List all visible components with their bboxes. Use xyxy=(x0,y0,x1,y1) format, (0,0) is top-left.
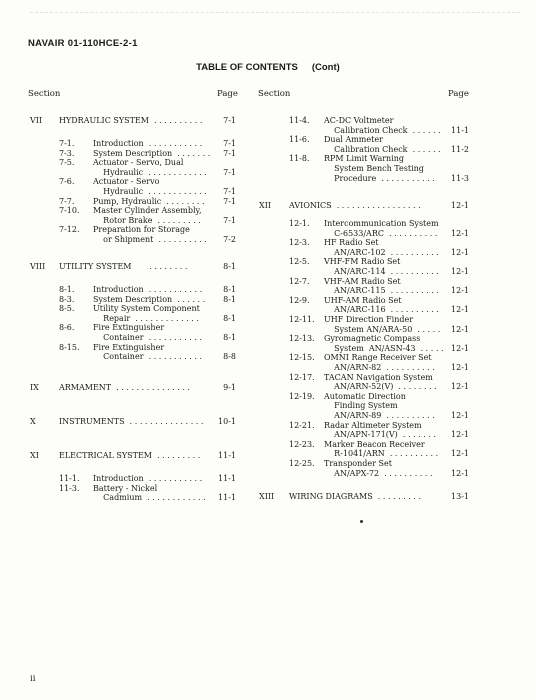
entry-number: 8-6. xyxy=(59,323,75,333)
entry-page: 11-1 xyxy=(451,125,469,135)
entry-number: 8-5. xyxy=(59,304,75,314)
left-page-header: Page xyxy=(217,89,238,99)
entry-number: 7-12. xyxy=(59,225,80,235)
entry-number: 12-17. xyxy=(289,372,315,382)
toc-entry xyxy=(259,257,469,276)
section-row xyxy=(30,262,236,272)
title-suffix: (Cont) xyxy=(311,62,340,73)
entry-text: Hydraulic . . . . . . . . . . . . xyxy=(93,167,207,177)
entry-page: 11-3 xyxy=(451,173,469,183)
toc-entry xyxy=(259,154,469,183)
entry-number: 11-4. xyxy=(289,116,310,125)
entry-number: 12-21. xyxy=(289,420,315,430)
entry-text: Actuator - Servo xyxy=(93,177,160,187)
entry-number: 7-1. xyxy=(59,139,75,148)
toc-entry xyxy=(259,116,469,135)
entry-text: System Description . . . . . . xyxy=(93,294,206,304)
right-page-header: Page xyxy=(448,89,469,99)
section-number: VIII xyxy=(30,262,46,271)
page-number: ii xyxy=(30,674,36,684)
stray-mark xyxy=(360,520,363,523)
entry-number: 8-1. xyxy=(59,285,75,294)
entry-text: Rotor Brake . . . . . . . . . xyxy=(93,215,201,225)
entry-number: 12-19. xyxy=(289,391,315,401)
entry-text: VHF-FM Radio Set xyxy=(324,257,401,267)
entry-text: System Description . . . . . . . xyxy=(93,148,211,158)
section-page: 10-1 xyxy=(218,417,236,426)
entry-text: Cadmium . . . . . . . . . . . . xyxy=(93,493,206,503)
entry-text: AN/APN-171(V) . . . . . . . xyxy=(324,430,436,440)
section-row xyxy=(30,383,236,393)
entry-text: AN/ARN-52(V) . . . . . . . . xyxy=(324,382,437,392)
entry-page: 7-1 xyxy=(223,186,236,196)
toc-entry xyxy=(259,135,469,154)
entry-page: 8-8 xyxy=(223,352,236,362)
entry-number: 12-9. xyxy=(289,295,310,305)
entry-page: 12-1 xyxy=(451,266,469,276)
entry-page: 7-1 xyxy=(223,196,236,206)
entry-text: Introduction . . . . . . . . . . . xyxy=(93,139,203,148)
entry-page: 7-1 xyxy=(223,215,236,225)
section-page: 12-1 xyxy=(451,201,469,210)
entry-text: TACAN Navigation System xyxy=(324,372,433,382)
entry-text: Gyromagnetic Compass xyxy=(324,334,421,344)
toc-entry xyxy=(30,139,236,149)
entry-text: Introduction . . . . . . . . . . . xyxy=(93,285,203,294)
entry-text: UHF-AM Radio Set xyxy=(324,295,402,305)
toc-entry xyxy=(259,373,469,392)
entry-number: 7-6. xyxy=(59,177,75,187)
left-section-header: Section xyxy=(28,89,61,99)
entry-text: Master Cylinder Assembly, xyxy=(93,206,202,216)
entry-page: 11-1 xyxy=(218,474,236,483)
entry-text: Hydraulic . . . . . . . . . . . . xyxy=(93,186,207,196)
entry-page: 8-1 xyxy=(223,313,236,323)
entry-text: Container . . . . . . . . . . . xyxy=(93,352,203,362)
entry-number: 12-25. xyxy=(289,459,315,468)
toc-entry xyxy=(259,421,469,440)
entry-text: HF Radio Set xyxy=(324,238,379,248)
section-row xyxy=(30,417,236,427)
entry-page: 8-1 xyxy=(223,285,236,294)
entry-number: 12-11. xyxy=(289,315,315,324)
entry-number: 12-15. xyxy=(289,353,315,363)
toc-entry xyxy=(259,459,469,478)
entry-text: Calibration Check . . . . . . xyxy=(324,144,441,154)
entry-text: AN/ARC-114 . . . . . . . . . . xyxy=(324,266,439,276)
toc-entry xyxy=(259,296,469,315)
toc-entry xyxy=(30,177,236,196)
entry-page: 12-1 xyxy=(451,247,469,257)
entry-number: 12-5. xyxy=(289,257,310,267)
toc-title: TABLE OF CONTENTS xyxy=(196,62,298,73)
toc-entry xyxy=(30,474,236,484)
entry-page: 12-1 xyxy=(451,286,469,296)
entry-text: C-6533/ARC . . . . . . . . . . xyxy=(324,228,438,238)
entry-text: Marker Beacon Receiver xyxy=(324,439,425,449)
entry-page: 12-1 xyxy=(451,324,469,334)
entry-number: 7-3. xyxy=(59,148,75,158)
section-page: 13-1 xyxy=(451,492,469,501)
toc-entry xyxy=(30,285,236,295)
entry-text: System AN/ARA-50 . . . . . xyxy=(324,324,441,334)
toc-entry xyxy=(30,206,236,225)
section-page: 7-1 xyxy=(223,116,236,125)
entry-text: Pump, Hydraulic . . . . . . . . xyxy=(93,196,205,206)
entry-text: Fire Extinguisher xyxy=(93,342,165,352)
entry-text: UHF Direction Finder xyxy=(324,315,414,324)
entry-text: AN/ARC-102 . . . . . . . . . . xyxy=(324,247,439,257)
entry-page: 11-2 xyxy=(451,144,469,154)
toc-entry xyxy=(259,238,469,257)
entry-text: Actuator - Servo, Dual xyxy=(93,158,184,168)
entry-page: 8-1 xyxy=(223,294,236,304)
entry-page: 8-1 xyxy=(223,332,236,342)
section-title: AVIONICS . . . . . . . . . . . . . . . . . xyxy=(289,201,421,210)
toc-entry xyxy=(259,277,469,296)
entry-page: 12-1 xyxy=(451,430,469,440)
entry-number: 11-6. xyxy=(289,135,310,145)
entry-page: 12-1 xyxy=(451,362,469,372)
entry-number: 11-8. xyxy=(289,154,310,164)
entry-number: 11-1. xyxy=(59,474,80,483)
entry-number: 12-23. xyxy=(289,439,315,449)
entry-text: Automatic Direction xyxy=(324,391,406,401)
toc-entry xyxy=(30,295,236,305)
entry-text: AN/ARC-116 . . . . . . . . . . xyxy=(324,305,439,315)
entry-text: Battery - Nickel xyxy=(93,483,158,493)
toc-entry xyxy=(30,158,236,177)
entry-text: Utility System Component xyxy=(93,304,200,314)
section-row xyxy=(259,492,469,502)
entry-text: AN/ARN-82 . . . . . . . . . . xyxy=(324,362,435,372)
toc-entry xyxy=(30,149,236,159)
entry-text: Transponder Set xyxy=(324,459,392,468)
section-title: ARMAMENT . . . . . . . . . . . . . . . xyxy=(59,383,190,392)
entry-text: RPM Limit Warning xyxy=(324,154,405,164)
toc-entry xyxy=(259,440,469,459)
entry-page: 12-1 xyxy=(451,228,469,238)
right-section-header: Section xyxy=(258,89,291,99)
entry-text: Intercommunication System xyxy=(324,219,439,228)
entry-number: 8-15. xyxy=(59,342,80,352)
entry-text: Repair . . . . . . . . . . . . . xyxy=(93,313,199,323)
entry-text: VHF-AM Radio Set xyxy=(324,276,401,286)
entry-number: 7-10. xyxy=(59,206,80,216)
toc-entry xyxy=(30,304,236,323)
entry-number: 12-13. xyxy=(289,334,315,344)
entry-number: 11-3. xyxy=(59,483,80,493)
entry-text: or Shipment . . . . . . . . . . xyxy=(93,234,207,244)
entry-text: Introduction . . . . . . . . . . . xyxy=(93,474,203,483)
section-title: INSTRUMENTS . . . . . . . . . . . . . . . xyxy=(59,417,204,426)
left-toc-column xyxy=(30,0,240,700)
entry-text: AN/APX-72 . . . . . . . . . . xyxy=(324,468,433,478)
section-title: HYDRAULIC SYSTEM . . . . . . . . . . xyxy=(59,116,203,125)
entry-page: 7-1 xyxy=(223,139,236,148)
section-number: IX xyxy=(30,383,39,392)
entry-text: Radar Altimeter System xyxy=(324,420,422,430)
entry-text: R-1041/ARN . . . . . . . . . . xyxy=(324,449,439,459)
toc-entry xyxy=(30,484,236,503)
entry-page: 12-1 xyxy=(451,382,469,392)
entry-page: 7-1 xyxy=(223,167,236,177)
entry-page: 12-1 xyxy=(451,468,469,478)
entry-text: Dual Ammeter xyxy=(324,135,383,145)
toc-entry xyxy=(259,353,469,372)
entry-number: 7-7. xyxy=(59,196,75,206)
entry-text: Calibration Check . . . . . . xyxy=(324,125,441,135)
entry-page: 7-1 xyxy=(223,148,236,158)
toc-entry xyxy=(30,343,236,362)
entry-text: System Bench Testing xyxy=(324,163,424,173)
entry-number: 7-5. xyxy=(59,158,75,168)
entry-number: 12-1. xyxy=(289,219,310,228)
entry-text: OMNI Range Receiver Set xyxy=(324,353,432,363)
section-number: XI xyxy=(30,451,39,460)
section-number: X xyxy=(30,417,36,426)
section-number: VII xyxy=(30,116,43,125)
toc-entry xyxy=(259,334,469,353)
section-number: XII xyxy=(259,201,272,210)
section-title: WIRING DIAGRAMS . . . . . . . . . xyxy=(289,492,422,501)
section-page: 11-1 xyxy=(218,451,236,460)
entry-text: Procedure . . . . . . . . . . . xyxy=(324,173,435,183)
right-toc-column xyxy=(259,0,471,700)
section-row xyxy=(30,451,236,461)
entry-page: 12-1 xyxy=(451,305,469,315)
section-page: 8-1 xyxy=(223,262,236,271)
entry-page: 11-1 xyxy=(218,493,236,503)
entry-page: 12-1 xyxy=(451,449,469,459)
section-title: ELECTRICAL SYSTEM . . . . . . . . . xyxy=(59,451,201,460)
entry-number: 8-3. xyxy=(59,294,75,304)
entry-text: Finding System xyxy=(324,401,398,411)
entry-text: Preparation for Storage xyxy=(93,225,190,235)
entry-number: 12-3. xyxy=(289,238,310,248)
entry-text: Fire Extinguisher xyxy=(93,323,165,333)
section-title: UTILITY SYSTEM . . . . . . . . xyxy=(59,262,188,271)
entry-text: AN/ARN-89 . . . . . . . . . . xyxy=(324,410,435,420)
entry-page: 12-1 xyxy=(451,343,469,353)
entry-number: 12-7. xyxy=(289,276,310,286)
document-id: NAVAIR 01-110HCE-2-1 xyxy=(28,38,138,49)
toc-entry xyxy=(259,392,469,421)
section-page: 9-1 xyxy=(223,383,236,392)
toc-entry xyxy=(259,219,469,238)
toc-entry xyxy=(259,315,469,334)
section-row xyxy=(259,201,469,211)
entry-page: 7-2 xyxy=(223,234,236,244)
entry-page: 12-1 xyxy=(451,410,469,420)
entry-text: AN/ARC-115 . . . . . . . . . . xyxy=(324,286,439,296)
toc-entry xyxy=(30,197,236,207)
section-number: XIII xyxy=(259,492,275,501)
entry-text: AC-DC Voltmeter xyxy=(324,116,394,125)
section-row xyxy=(30,116,236,126)
toc-entry xyxy=(30,225,236,244)
toc-entry xyxy=(30,323,236,342)
entry-text: Container . . . . . . . . . . . xyxy=(93,332,203,342)
entry-text: System AN/ASN-43 . . . . . xyxy=(324,343,444,353)
